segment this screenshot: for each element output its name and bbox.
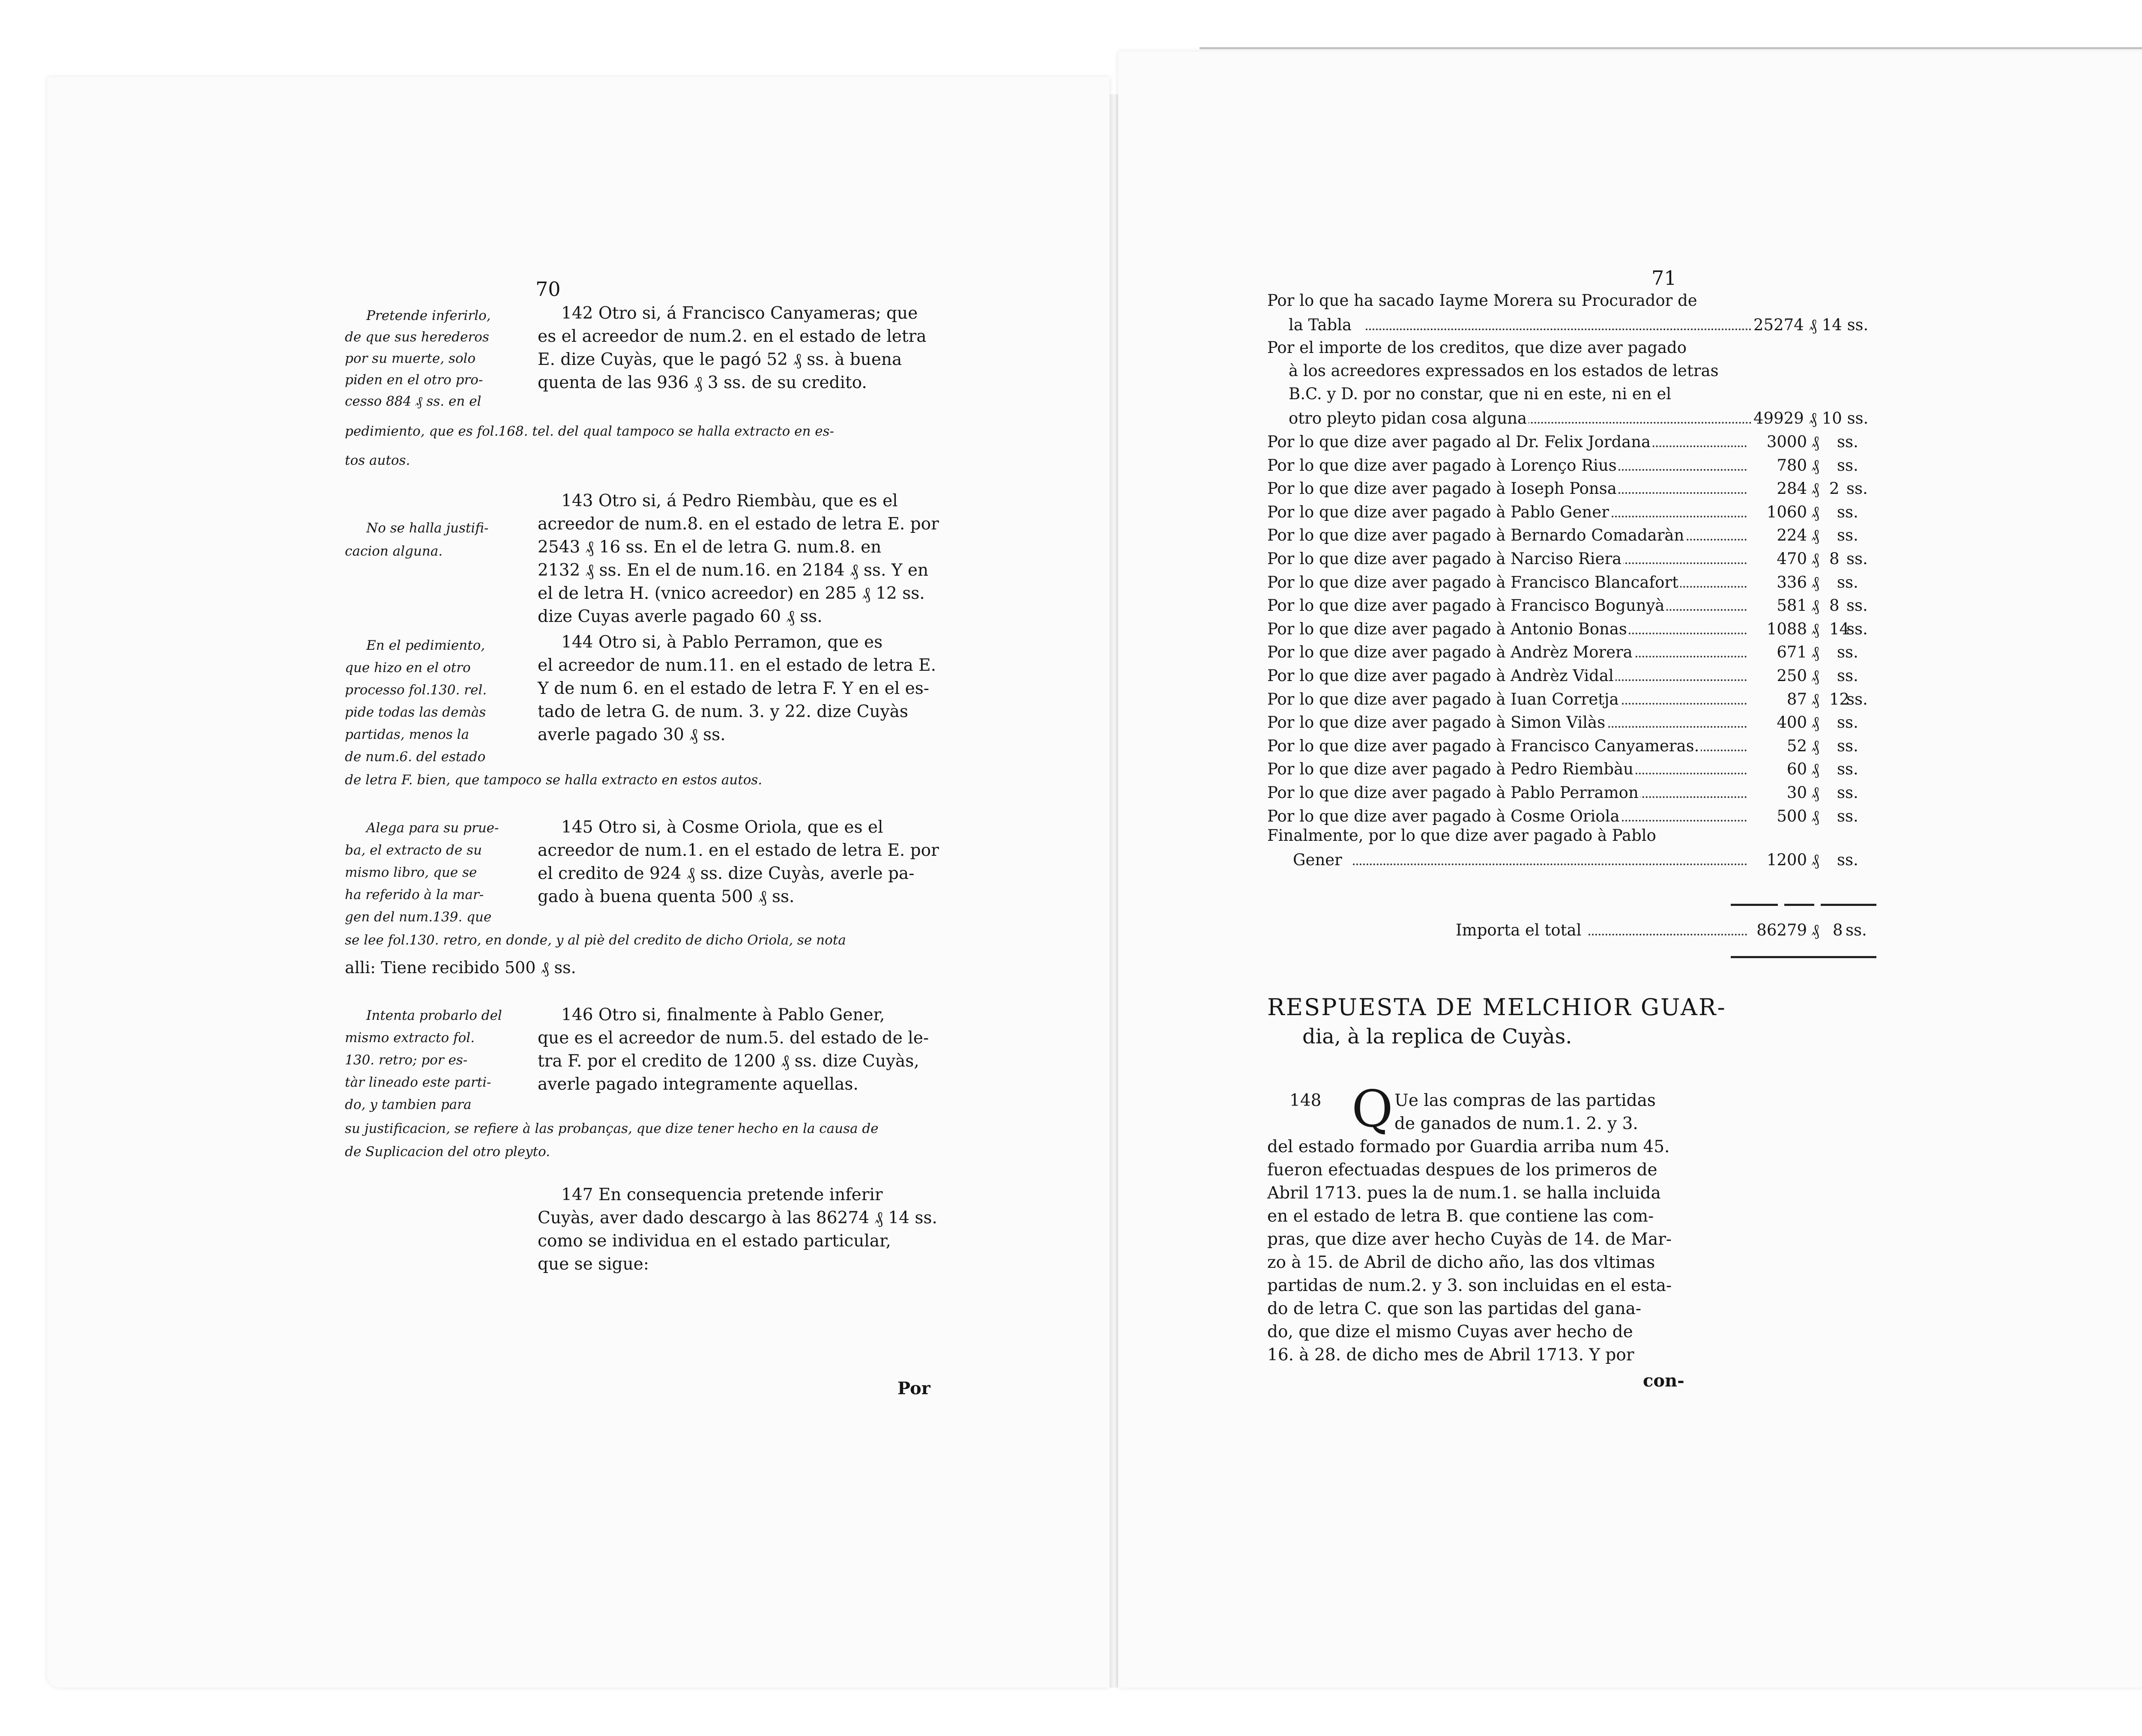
- margin-note-line: mismo extracto fol.: [345, 1030, 475, 1046]
- margin-note-line: ba, el extracto de su: [345, 843, 482, 858]
- unit-symbol: ss.: [1837, 736, 1858, 755]
- payment-label: Por lo que dize aver pagado à Pedro Riembàu: [1267, 760, 1635, 778]
- payment-row: [1267, 433, 1876, 452]
- paragraph-line: de ganados de num.1. 2. y 3.: [1394, 1114, 1638, 1133]
- margin-note-line: Pretende inferirlo,: [366, 308, 491, 323]
- main-line: Y de num 6. en el estado de letra F. Y en el es-: [538, 679, 929, 698]
- payment-label: Por lo que dize aver pagado à Iuan Corretja: [1267, 690, 1621, 708]
- margin-note-line: cacion alguna.: [345, 544, 443, 559]
- main-line: 147 En consequencia pretende inferir: [561, 1185, 883, 1204]
- payment-label: Por lo que dize aver pagado à Pablo Perramon: [1267, 783, 1640, 802]
- margin-note-line: pide todas las demàs: [345, 705, 486, 720]
- main-line: acreedor de num.8. en el estado de letra E. por: [538, 514, 939, 534]
- main-line: como se individua en el estado particular,: [538, 1231, 891, 1251]
- paragraph-line: zo à 15. de Abril de dicho año, las dos vltimas: [1267, 1253, 1655, 1272]
- payment-shillings: 14: [1829, 619, 1850, 638]
- unit-symbol: ss.: [1837, 760, 1858, 779]
- margin-note-line: do, y tambien para: [345, 1097, 472, 1112]
- payment-amount: 87: [1786, 690, 1807, 708]
- main-line: es el acreedor de num.2. en el estado de letra: [538, 327, 927, 346]
- right-page-number: 71: [1651, 266, 1677, 290]
- main-line: 2543 ₰ 16 ss. En el de letra G. num.8. en: [538, 538, 882, 557]
- drop-cap: Q: [1352, 1079, 1393, 1138]
- final-line: Finalmente, por lo que dize aver pagado à Pablo: [1267, 826, 1656, 845]
- margin-note-line: cesso 884 ₰ ss. en el: [345, 394, 482, 409]
- margin-note-line: 130. retro; por es-: [345, 1052, 468, 1068]
- main-line: dize Cuyas averle pagado 60 ₰ ss.: [538, 607, 823, 626]
- margin-note-line: En el pedimiento,: [366, 638, 485, 653]
- payment-row: [1267, 807, 1876, 827]
- payment-row: [1267, 550, 1876, 569]
- main-line: que es el acreedor de num.5. del estado de le-: [538, 1028, 929, 1048]
- unit-symbol: ₰: [1811, 479, 1819, 498]
- unit-symbol: ss.: [1846, 596, 1868, 615]
- payment-row: [1267, 479, 1876, 499]
- payment-row: [1267, 643, 1876, 663]
- payment-amount: 500: [1777, 807, 1807, 825]
- payment-amount: 284: [1777, 479, 1807, 498]
- unit-symbol: ss.: [1837, 713, 1858, 732]
- margin-note-line: partidas, menos la: [345, 727, 469, 742]
- paragraph-line: Ue las compras de las partidas: [1394, 1091, 1656, 1110]
- leader-dots: [1366, 329, 1751, 330]
- unit-symbol: ss.: [1837, 783, 1858, 802]
- unit-symbol: ss.: [1846, 479, 1868, 498]
- section-heading: RESPUESTA DE MELCHIOR GUAR-: [1267, 994, 1726, 1021]
- ledger-label: otro pleyto pidan cosa alguna: [1289, 409, 1529, 427]
- unit-symbol: ss.: [1837, 433, 1858, 451]
- payment-amount: 30: [1786, 783, 1807, 802]
- section-subheading: dia, à la replica de Cuyàs.: [1302, 1025, 1572, 1049]
- payment-label: Por lo que dize aver pagado à Francisco Bogunyà: [1267, 596, 1666, 615]
- ledger-amount: 49929 ₰ 10 ss.: [1753, 409, 1869, 427]
- payment-row: [1267, 596, 1876, 616]
- margin-note-line: Intenta probarlo del: [366, 1008, 502, 1023]
- unit-symbol: ₰: [1811, 666, 1819, 685]
- payment-amount: 671: [1777, 643, 1807, 662]
- left-catchword: Por: [897, 1378, 930, 1398]
- sum-rule: [1821, 904, 1876, 906]
- payment-shillings: 12: [1829, 690, 1850, 708]
- paragraph-line: do, que dize el mismo Cuyas aver hecho de: [1267, 1322, 1633, 1342]
- unit-symbol: ₰: [1811, 643, 1819, 662]
- unit-symbol: ss.: [1837, 643, 1858, 662]
- ledger-row: [1267, 409, 1876, 429]
- payment-label: Por lo que dize aver pagado à Bernardo Comadaràn: [1267, 526, 1686, 544]
- left-page-number: 70: [536, 278, 561, 301]
- unit-symbol: ss.: [1837, 526, 1858, 545]
- payment-row: [1267, 456, 1876, 476]
- unit-symbol: ₰: [1811, 760, 1819, 779]
- payment-label: Por lo que dize aver pagado al Dr. Felix Jordana: [1267, 433, 1652, 451]
- main-line: 144 Otro si, à Pablo Perramon, que es: [561, 633, 883, 652]
- margin-note-line: No se halla justifi-: [366, 520, 489, 536]
- paragraph-line: Abril 1713. pues la de num.1. se halla incluida: [1267, 1183, 1661, 1203]
- main-line: tado de letra G. de num. 3. y 22. dize Cuyàs: [538, 702, 908, 721]
- unit-symbol: ₰: [1811, 619, 1819, 638]
- margin-note-line: se lee fol.130. retro, en donde, y al piè del credito de dicho Oriola, se nota: [345, 932, 846, 948]
- payment-amount: 1060: [1766, 502, 1807, 521]
- payment-row: [1267, 713, 1876, 733]
- unit-symbol: ss.: [1837, 573, 1858, 592]
- total-label: Importa el total: [1456, 921, 1583, 939]
- unit-symbol: ₰: [1811, 433, 1819, 451]
- sum-rule: [1784, 904, 1814, 906]
- main-line: gado à buena quenta 500 ₰ ss.: [538, 887, 795, 906]
- paragraph-line: partidas de num.2. y 3. son incluidas en el esta-: [1267, 1276, 1672, 1295]
- main-line: averle pagado 30 ₰ ss.: [538, 725, 726, 744]
- unit-symbol: ₰: [1811, 456, 1819, 475]
- unit-symbol: ₰: [1811, 596, 1819, 615]
- unit-symbol: ₰: [1811, 736, 1819, 755]
- margin-note-line: ha referido à la mar-: [345, 887, 484, 902]
- payment-amount: 336: [1777, 573, 1807, 592]
- payment-amount: 60: [1786, 760, 1807, 779]
- unit-symbol: ss.: [1846, 550, 1868, 568]
- unit-symbol: ₰: [1811, 851, 1819, 869]
- payment-shillings: 8: [1829, 596, 1840, 615]
- payment-label: Por lo que dize aver pagado à Cosme Oriola: [1267, 807, 1621, 825]
- right-catchword: con-: [1643, 1371, 1684, 1391]
- total-rule: [1731, 956, 1876, 958]
- payment-label: Por lo que dize aver pagado à Pablo Gener: [1267, 503, 1611, 521]
- total-shillings: 8: [1833, 921, 1843, 939]
- unit-symbol: ₰: [1811, 807, 1819, 825]
- total-row: [1267, 921, 1876, 941]
- margin-note-line: de letra F. bien, que tampoco se halla extracto en estos autos.: [345, 772, 763, 788]
- unit-symbol: ₰: [1811, 550, 1819, 568]
- margin-note-line: de Suplicacion del otro pleyto.: [345, 1144, 550, 1159]
- page-edge: [1200, 47, 2142, 56]
- leader-dots: [1507, 422, 1751, 424]
- ledger-amount: 25274 ₰ 14 ss.: [1753, 316, 1869, 334]
- payment-amount: 780: [1777, 456, 1807, 475]
- intro-line: à los acreedores expressados en los estados de letras: [1289, 362, 1719, 380]
- payment-label: Por lo que dize aver pagado à Lorenço Rius: [1267, 456, 1618, 475]
- unit-symbol: ₰: [1811, 526, 1819, 545]
- margin-note-line: alli: Tiene recibido 500 ₰ ss.: [345, 958, 576, 977]
- payment-label: Por lo que dize aver pagado à Ioseph Ponsa: [1267, 479, 1618, 498]
- main-line: 142 Otro si, á Francisco Canyameras; que: [561, 304, 918, 323]
- unit-symbol: ss.: [1837, 502, 1858, 521]
- paragraph-line: pras, que dize aver hecho Cuyàs de 14. de Mar-: [1267, 1230, 1672, 1249]
- intro-line: Por lo que ha sacado Iayme Morera su Procurador de: [1267, 291, 1697, 310]
- unit-symbol: ss.: [1837, 851, 1858, 869]
- margin-note-line: su justificacion, se refiere à las probanças, que dize tener hecho en la causa de: [345, 1121, 879, 1136]
- payment-label: Por lo que dize aver pagado à Francisco Canyameras.: [1267, 737, 1701, 755]
- main-line: averle pagado integramente aquellas.: [538, 1075, 859, 1094]
- payment-amount: 3000: [1766, 433, 1807, 451]
- margin-note-line: mismo libro, que se: [345, 865, 477, 880]
- margin-note-line: processo fol.130. rel.: [345, 682, 487, 698]
- main-line: 146 Otro si, finalmente à Pablo Gener,: [561, 1005, 885, 1025]
- payment-amount: 1088: [1766, 619, 1807, 638]
- main-line: Cuyàs, aver dado descargo à las 86274 ₰ 14 ss.: [538, 1208, 937, 1228]
- payment-label: Por lo que dize aver pagado à Narciso Riera: [1267, 550, 1623, 568]
- payment-amount: 470: [1777, 550, 1807, 568]
- payment-amount: 400: [1777, 713, 1807, 732]
- unit-symbol: ₰: [1811, 783, 1819, 802]
- main-line: el credito de 924 ₰ ss. dize Cuyàs, averle pa-: [538, 864, 915, 883]
- unit-symbol: ss.: [1846, 690, 1868, 708]
- payment-row: [1267, 690, 1876, 710]
- ledger-row: [1267, 316, 1876, 335]
- paragraph-line: 16. à 28. de dicho mes de Abril 1713. Y por: [1267, 1345, 1634, 1365]
- payment-label: Por lo que dize aver pagado à Simon Vilàs: [1267, 713, 1607, 732]
- sum-rule: [1731, 904, 1778, 906]
- payment-label: Por lo que dize aver pagado à Antonio Bonas: [1267, 620, 1629, 638]
- main-line: 2132 ₰ ss. En el de num.16. en 2184 ₰ ss. Y en: [538, 561, 929, 580]
- margin-note-line: piden en el otro pro-: [345, 372, 483, 388]
- payment-row: [1267, 526, 1876, 546]
- main-line: tra F. por el credito de 1200 ₰ ss. dize Cuyàs,: [538, 1052, 919, 1071]
- payment-amount: 581: [1777, 596, 1807, 615]
- payment-shillings: 8: [1829, 550, 1840, 568]
- payment-row: [1267, 737, 1876, 756]
- ledger-label: la Tabla: [1289, 316, 1353, 334]
- leader-dots: [1589, 934, 1747, 935]
- paragraph-line: fueron efectuadas despues de los primeros de: [1267, 1160, 1657, 1180]
- payment-row: [1267, 573, 1876, 593]
- main-line: quenta de las 936 ₰ 3 ss. de su credito.: [538, 373, 867, 392]
- payment-row: [1267, 666, 1876, 686]
- unit-symbol: ₰: [1811, 690, 1819, 708]
- book-gutter: [1110, 94, 1119, 1688]
- main-line: E. dize Cuyàs, que le pagó 52 ₰ ss. à buena: [538, 350, 902, 369]
- unit-symbol: ₰: [1811, 713, 1819, 732]
- unit-symbol: ss.: [1846, 619, 1868, 638]
- paragraph-line: del estado formado por Guardia arriba num 45.: [1267, 1137, 1670, 1156]
- payment-row: [1267, 760, 1876, 780]
- unit-symbol: ss.: [1837, 456, 1858, 475]
- paragraph-number: 148: [1289, 1091, 1322, 1110]
- ledger-label: Gener: [1293, 851, 1344, 869]
- paragraph-line: do de letra C. que son las partidas del gana-: [1267, 1299, 1642, 1318]
- unit-symbol: ss.: [1837, 666, 1858, 685]
- intro-line: B.C. y D. por no constar, que ni en este, ni en el: [1289, 385, 1672, 403]
- margin-note-line: Alega para su prue-: [366, 820, 499, 836]
- unit-symbol: ss.: [1837, 807, 1858, 825]
- payment-row: [1267, 783, 1876, 803]
- margin-note-line: por su muerte, solo: [345, 351, 476, 366]
- margin-note-line: que hizo en el otro: [345, 660, 471, 675]
- main-line: el acreedor de num.11. en el estado de letra E.: [538, 656, 936, 675]
- unit-symbol: ₰: [1811, 502, 1819, 521]
- main-line: acreedor de num.1. en el estado de letra E. por: [538, 841, 939, 860]
- margin-note-line: pedimiento, que es fol.168. tel. del qual tampoco se halla extracto en es-: [345, 424, 835, 439]
- intro-line: Por el importe de los creditos, que dize aver pagado: [1267, 338, 1687, 357]
- margin-note-line: de que sus herederos: [345, 329, 489, 345]
- payment-amount: 224: [1777, 526, 1807, 545]
- main-line: 145 Otro si, à Cosme Oriola, que es el: [561, 818, 883, 837]
- payment-label: Por lo que dize aver pagado à Andrèz Morera: [1267, 643, 1634, 661]
- payment-label: Por lo que dize aver pagado à Francisco Blancafort: [1267, 573, 1680, 592]
- payment-amount: 52: [1786, 736, 1807, 755]
- payment-row: [1267, 503, 1876, 523]
- total-amount: 86279: [1756, 921, 1807, 939]
- margin-note-line: tos autos.: [345, 453, 410, 468]
- payment-label: Por lo que dize aver pagado à Andrèz Vidal: [1267, 666, 1615, 685]
- paragraph-line: en el estado de letra B. que contiene las com-: [1267, 1207, 1654, 1226]
- payment-shillings: 2: [1829, 479, 1840, 498]
- main-line: que se sigue:: [538, 1255, 649, 1274]
- unit-symbol: ₰: [1811, 573, 1819, 592]
- margin-note-line: tàr lineado este parti-: [345, 1075, 491, 1090]
- margin-note-line: gen del num.139. que: [345, 909, 492, 925]
- margin-note-line: de num.6. del estado: [345, 749, 486, 765]
- unit-symbol: ₰: [1811, 921, 1819, 939]
- ledger-row: [1267, 851, 1876, 870]
- ledger-amount: 1200: [1766, 851, 1807, 869]
- payment-row: [1267, 620, 1876, 639]
- payment-amount: 250: [1777, 666, 1807, 685]
- leader-dots: [1353, 864, 1747, 865]
- main-line: el de letra H. (vnico acreedor) en 285 ₰ 12 ss.: [538, 584, 925, 603]
- unit-symbol: ss.: [1846, 921, 1867, 939]
- main-line: 143 Otro si, á Pedro Riembàu, que es el: [561, 491, 898, 511]
